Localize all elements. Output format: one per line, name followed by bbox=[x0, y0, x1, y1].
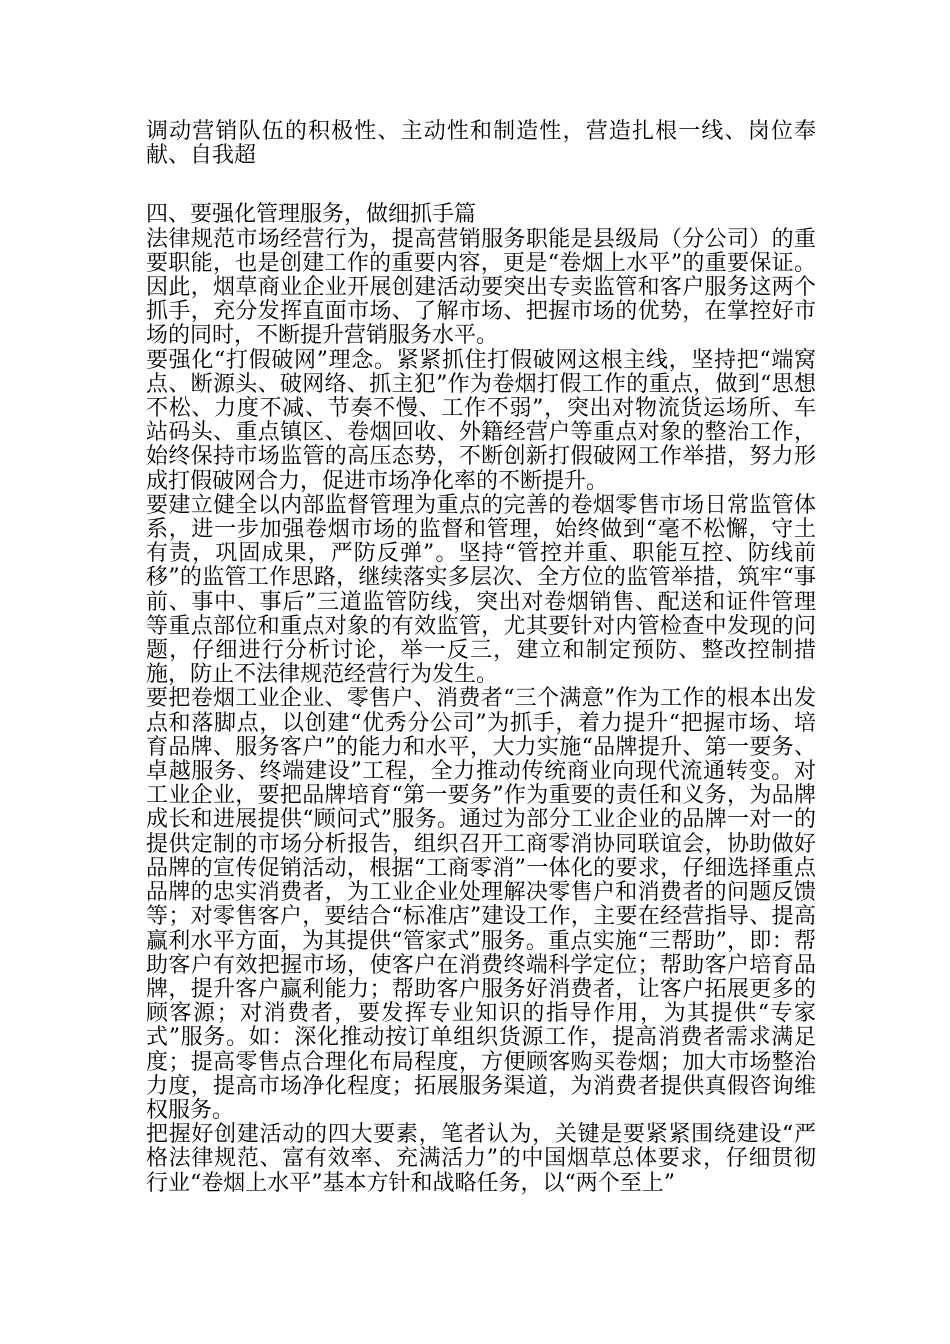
body-paragraph-2: 要强化“打假破网”理念。紧紧抓住打假破网这根主线，坚持把“端窝点、断源头、破网络、抓主犯”作为卷烟打假工作的重点，做到“思想不松、力度不减、节奏不慢、工作不弱”，突出对物流货运场所、车站码头、重点镇区、卷烟回收、外籍经营户等重点对象的整治工作，始终保持市场监管的高压态势，不断创新打假破网工作举措，努力形成打假破网合力，促进市场净化率的不断提升。 bbox=[146, 347, 816, 494]
body-paragraph-1: 法律规范市场经营行为，提高营销服务职能是县级局（分公司）的重要职能，也是创建工作的重要内容，更是“卷烟上水平”的重要保证。因此，烟草商业企业开展创建活动要突出专卖监管和客户服务这两个抓手，充分发挥直面市场、了解市场、把握市场的优势，在掌控好市场的同时，不断提升营销服务水平。 bbox=[146, 226, 816, 349]
opening-paragraph: 调动营销队伍的积极性、主动性和制造性，营造扎根一线、岗位奉献、自我超 bbox=[146, 119, 816, 169]
body-paragraph-3: 要建立健全以内部监督管理为重点的完善的卷烟零售市场日常监管体系，进一步加强卷烟市场的监督和管理，始终做到“毫不松懈，守土有责，巩固成果，严防反弹”。坚持“管控并重、职能互控、防线前移”的监管工作思路，继续落实多层次、全方位的监管举措，筑牢“事前、事中、事后”三道监管防线，突出对卷烟销售、配送和证件管理等重点部位和重点对象的有效监管，尤其要针对内管检查中发现的问题，仔细进行分析讨论，举一反三，建立和制定预防、整改控制措施，防止不法律规范经营行为发生。 bbox=[146, 492, 816, 688]
document-body bbox=[146, 120, 816, 1196]
body-paragraph-4: 要把卷烟工业企业、零售户、消费者“三个满意”作为工作的根本出发点和落脚点，以创建“优秀分公司”为抓手，着力提升“把握市场、培育品牌、服务客户”的能力和水平，大力实施“品牌提升、第一要务、卓越服务、终端建设”工程，全力推动传统商业向现代流通转变。对工业企业，要把品牌培育“第一要务”作为重要的责任和义务，为品牌成长和进展提供“顾问式”服务。通过为部分工业企业的品牌一对一的提供定制的市场分析报告，组织召开工商零消协同联谊会，协助做好品牌的宣传促销活动，根据“工商零消”一体化的要求，仔细选择重点品牌的忠实消费者，为工业企业处理解决零售户和消费者的问题反馈等；对零售客户，要结合“标准店”建设工作，主要在经营指导、提高赢利水平方面，为其提供“管家式”服务。重点实施“三帮助”，即：帮助客户有效把握市场，使客户在消费终端科学定位；帮助客户培育品牌，提升客户赢利能力；帮助客户服务好消费者，让客户拓展更多的顾客源；对消费者，要发挥专业知识的指导作用，为其提供“专家式”服务。如：深化推动按订单组织货源工作，提高消费者需求满足度；提高零售点合理化布局程度，方便顾客购买卷烟；加大市场整治力度，提高市场净化程度；拓展服务渠道，为消费者提供真假咨询维权服务。 bbox=[146, 686, 816, 1123]
section-heading: 四、要强化管理服务，做细抓手篇 bbox=[146, 202, 477, 228]
paragraph-gap bbox=[146, 168, 816, 203]
body-paragraph-5: 把握好创建活动的四大要素，笔者认为，关键是要紧紧围绕建设“严格法律规范、富有效率、充满活力”的中国烟草总体要求，仔细贯彻行业“卷烟上水平”基本方针和战略任务，以“两个至上” bbox=[146, 1122, 816, 1196]
